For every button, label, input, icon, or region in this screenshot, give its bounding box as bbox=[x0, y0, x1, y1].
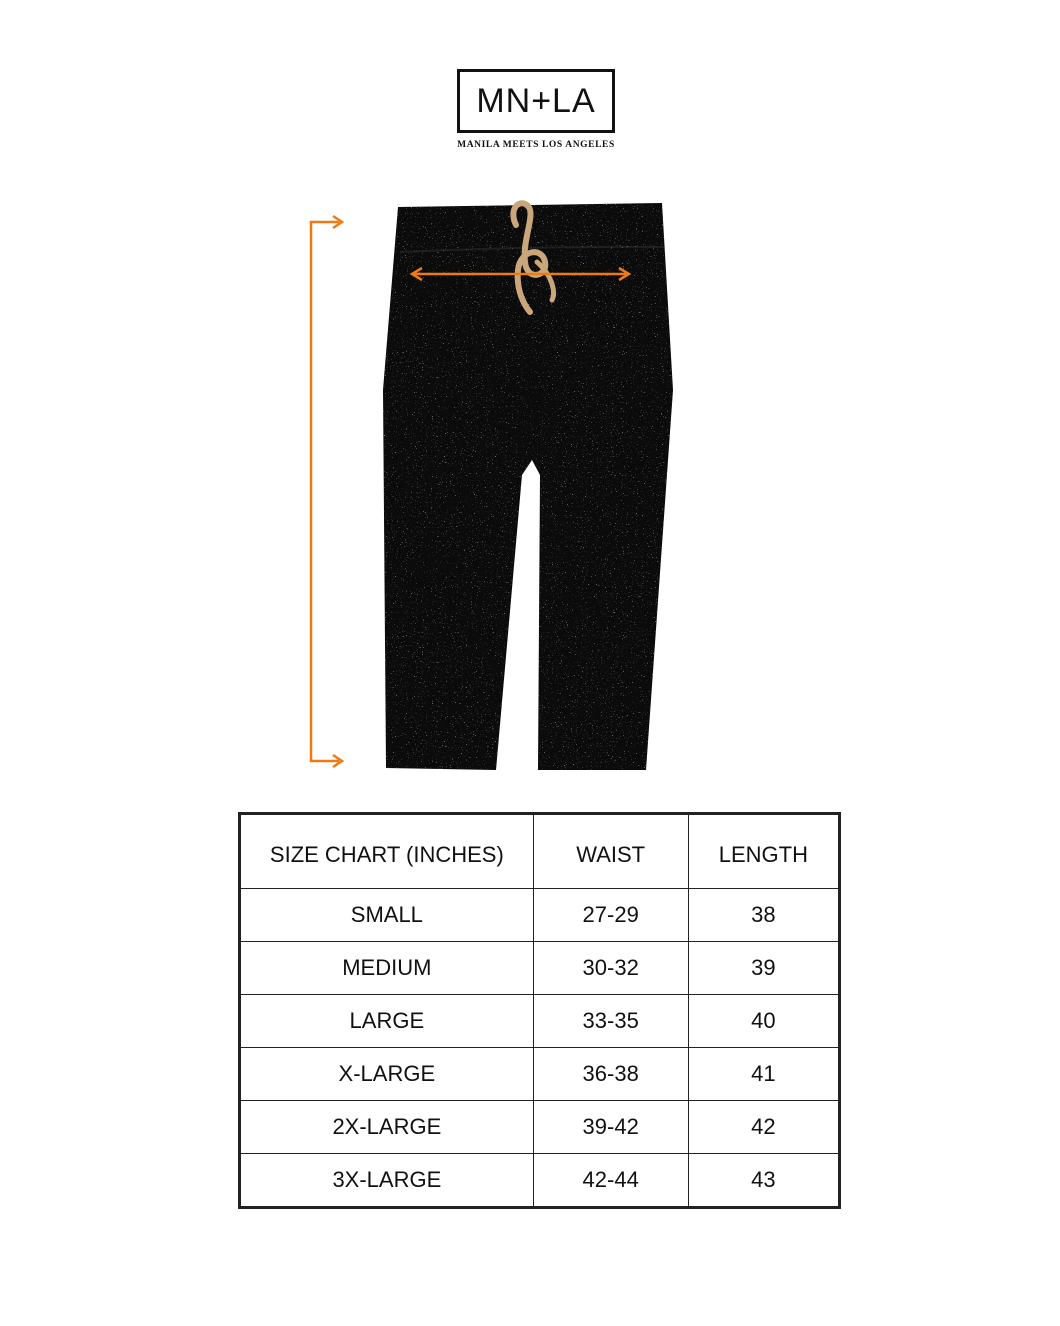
paint-splatter bbox=[380, 200, 680, 775]
waist-cell: 33-35 bbox=[533, 995, 688, 1048]
size-chart-table bbox=[238, 812, 841, 1209]
brand-logo bbox=[457, 69, 615, 133]
size-cell: 2X-LARGE bbox=[240, 1101, 534, 1154]
waist-cell: 27-29 bbox=[533, 889, 688, 942]
table-row bbox=[240, 995, 840, 1048]
brand-tagline: MANILA MEETS LOS ANGELES bbox=[457, 140, 615, 150]
header-waist: WAIST bbox=[533, 814, 688, 889]
length-cell: 42 bbox=[688, 1101, 839, 1154]
waist-cell: 42-44 bbox=[533, 1154, 688, 1208]
size-cell: SMALL bbox=[240, 889, 534, 942]
size-cell: 3X-LARGE bbox=[240, 1154, 534, 1208]
size-cell: X-LARGE bbox=[240, 1048, 534, 1101]
length-cell: 41 bbox=[688, 1048, 839, 1101]
table-row bbox=[240, 1048, 840, 1101]
header-length: LENGTH bbox=[688, 814, 839, 889]
length-cell: 39 bbox=[688, 942, 839, 995]
waist-cell: 36-38 bbox=[533, 1048, 688, 1101]
length-cell: 40 bbox=[688, 995, 839, 1048]
length-cell: 38 bbox=[688, 889, 839, 942]
size-chart-header-row bbox=[240, 814, 840, 889]
pants-product-icon bbox=[380, 200, 680, 775]
table-row bbox=[240, 1154, 840, 1208]
waist-cell: 39-42 bbox=[533, 1101, 688, 1154]
table-row bbox=[240, 1101, 840, 1154]
size-cell: LARGE bbox=[240, 995, 534, 1048]
length-arrow bbox=[311, 216, 342, 767]
table-row bbox=[240, 942, 840, 995]
size-cell: MEDIUM bbox=[240, 942, 534, 995]
table-row bbox=[240, 889, 840, 942]
brand-logo-text: MN+LA bbox=[476, 81, 596, 120]
waist-cell: 30-32 bbox=[533, 942, 688, 995]
header-size: SIZE CHART (INCHES) bbox=[240, 814, 534, 889]
length-cell: 43 bbox=[688, 1154, 839, 1208]
garment-figure bbox=[0, 195, 1060, 785]
